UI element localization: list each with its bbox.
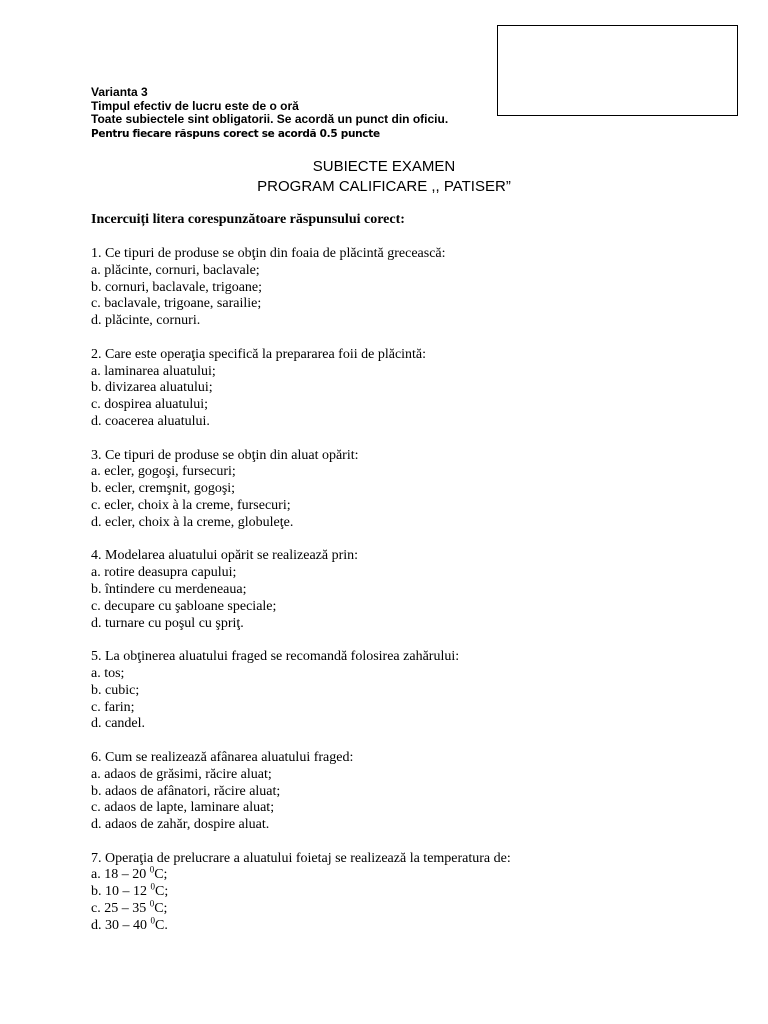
question-text: 2. Care este operaţia specifică la prepararea foii de plăcintă: bbox=[91, 346, 427, 362]
answer-option: b. ecler, cremşnit, gogoşi; bbox=[91, 481, 236, 497]
answer-option: b. adaos de afânatori, răcire aluat; bbox=[91, 783, 281, 799]
question-text: 3. Ce tipuri de produse se obţin din aluat opărit: bbox=[91, 447, 359, 463]
question-text: 5. La obţinerea aluatului fraged se recomandă folosirea zahărului: bbox=[91, 649, 460, 665]
answer-option: a. adaos de grăsimi, răcire aluat; bbox=[91, 766, 272, 782]
answer-option: c. dospirea aluatului; bbox=[91, 397, 209, 413]
exam-header bbox=[91, 86, 448, 141]
answer-option: b. divizarea aluatului; bbox=[91, 380, 213, 396]
answer-option: a. 18 – 20 $^0$C; bbox=[91, 864, 168, 883]
instruction: Incercuiți litera corespunzătoare răspunsului corect: bbox=[91, 212, 405, 227]
answer-option: d. turnare cu poşul cu şpriţ. bbox=[91, 615, 244, 631]
question-text: 6. Cum se realizează afânarea aluatului fraged: bbox=[91, 749, 354, 765]
title-line-2: PROGRAM CALIFICARE ,, PATISER” bbox=[257, 178, 511, 195]
answer-option: d. 30 – 40 $^0$C. bbox=[91, 915, 168, 933]
question-4 bbox=[91, 548, 731, 632]
question-list bbox=[91, 246, 731, 951]
time-info: Timpul efectiv de lucru este de o oră bbox=[91, 98, 299, 113]
question-2 bbox=[91, 347, 731, 431]
answer-option: c. 25 – 35 $^0$C; bbox=[91, 898, 168, 917]
answer-option: a. laminarea aluatului; bbox=[91, 363, 216, 379]
answer-option: a. tos; bbox=[91, 665, 125, 681]
answer-option: b. cornuri, baclavale, trigoane; bbox=[91, 279, 263, 295]
question-1 bbox=[91, 246, 731, 330]
page-title bbox=[0, 157, 768, 197]
score-box bbox=[497, 25, 738, 116]
answer-option: a. rotire deasupra capului; bbox=[91, 565, 237, 581]
answer-option: d. adaos de zahăr, dospire aluat. bbox=[91, 817, 270, 833]
answer-option: d. candel. bbox=[91, 716, 146, 732]
points-info: Pentru fiecare răspuns corect se acordă 0.5 puncte bbox=[91, 127, 380, 140]
answer-option: d. ecler, choix à la creme, globuleţe. bbox=[91, 514, 294, 530]
question-7 bbox=[91, 851, 731, 935]
question-text: 7. Operaţia de prelucrare a aluatului foietaj se realizează la temperatura de: bbox=[91, 850, 511, 866]
answer-option: d. plăcinte, cornuri. bbox=[91, 313, 201, 329]
answer-option: c. baclavale, trigoane, sarailie; bbox=[91, 296, 262, 312]
answer-option: c. ecler, choix à la creme, fursecuri; bbox=[91, 497, 291, 513]
question-3 bbox=[91, 448, 731, 532]
answer-option: b. cubic; bbox=[91, 682, 140, 698]
answer-option: c. farin; bbox=[91, 699, 135, 715]
variant-label: Varianta 3 bbox=[91, 85, 148, 99]
answer-option: a. ecler, gogoşi, fursecuri; bbox=[91, 464, 236, 480]
answer-option: b. 10 – 12 $^0$C; bbox=[91, 881, 169, 900]
question-5 bbox=[91, 649, 731, 733]
question-text: 4. Modelarea aluatului opărit se realizează prin: bbox=[91, 548, 359, 564]
answer-option: b. întindere cu merdeneaua; bbox=[91, 581, 247, 597]
mandatory-info: Toate subiectele sint obligatorii. Se acordă un punct din oficiu. bbox=[91, 112, 449, 126]
question-6 bbox=[91, 750, 731, 834]
answer-option: c. adaos de lapte, laminare aluat; bbox=[91, 800, 275, 816]
answer-option: c. decupare cu şabloane speciale; bbox=[91, 598, 277, 614]
answer-option: a. plăcinte, cornuri, baclavale; bbox=[91, 262, 260, 278]
title-line-1: SUBIECTE EXAMEN bbox=[312, 158, 456, 175]
question-text: 1. Ce tipuri de produse se obţin din foaia de plăcintă grecească: bbox=[91, 246, 446, 261]
answer-option: d. coacerea aluatului. bbox=[91, 413, 210, 429]
